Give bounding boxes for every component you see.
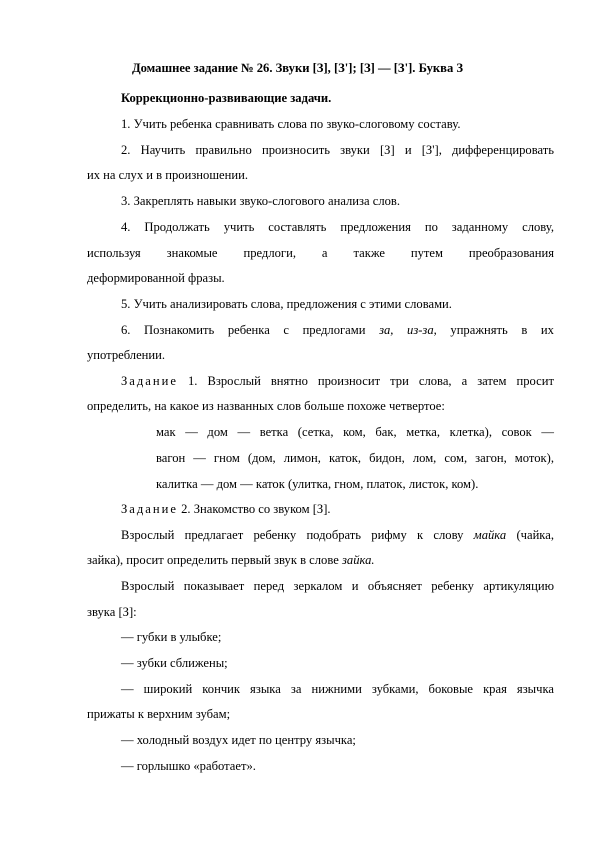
goal-4-line-1: 4. Продолжать учить составлять предложения по заданному слову, [121, 220, 554, 234]
task-2-para-2-line-1: Взрослый показывает перед зеркалом и объясняет ребенку артикуляцию [121, 579, 554, 593]
articulation-item-5: — горлышко «работает». [121, 759, 256, 773]
task-1-line-2: определить, на какое из названных слов больше похоже четвертое: [87, 399, 445, 413]
task-2-label: Задание [121, 502, 178, 516]
articulation-item-2: — зубки сближены; [121, 656, 228, 670]
goal-2-line-2: их на слух и в произношении. [87, 168, 249, 182]
goal-4-line-3: деформированной фразы. [87, 271, 225, 285]
task-1-label: Задание [121, 374, 178, 388]
task-1-line-1: Задание 1. Взрослый внятно произносит три слова, а затем просит [121, 374, 554, 388]
goal-1: 1. Учить ребенка сравнивать слова по звуко-слоговому составу. [121, 117, 461, 131]
goal-2-line-1: 2. Научить правильно произносить звуки [З] и [З'], дифференцировать [121, 143, 554, 157]
articulation-item-1: — губки в улыбке; [121, 630, 222, 644]
word-row-1: мак — дом — ветка (сетка, ком, бак, метка, клетка), совок — [156, 425, 554, 439]
articulation-item-3-line-1: — широкий кончик языка за нижними зубками, боковые края язычка [121, 682, 554, 696]
goal-3: 3. Закреплять навыки звуко-слогового анализа слов. [121, 194, 401, 208]
document-title: Домашнее задание № 26. Звуки [З], [З']; [З] — [З']. Буква З [131, 61, 464, 75]
goal-6-line-1: 6. Познакомить ребенка с предлогами за, из-за, упражнять в их [121, 323, 554, 337]
task-2-para-2-line-2: звука [З]: [87, 605, 137, 619]
word-row-3: калитка — дом — каток (улитка, гном, платок, листок, ком). [156, 477, 479, 491]
word-row-2: вагон — гном (дом, лимон, каток, бидон, лом, сом, загон, моток), [156, 451, 554, 465]
articulation-item-3-line-2: прижаты к верхним зубам; [87, 707, 231, 721]
goal-5: 5. Учить анализировать слова, предложения с этими словами. [121, 297, 452, 311]
tasks-heading: Коррекционно-развивающие задачи. [121, 91, 332, 105]
task-2-heading: Задание 2. Знакомство со звуком [З]. [121, 502, 331, 516]
articulation-item-4: — холодный воздух идет по центру язычка; [121, 733, 356, 747]
goal-4-line-2: используя знакомые предлоги, а также путем преобразования [87, 246, 554, 260]
task-2-para-1-line-2: зайка), просит определить первый звук в слове зайка. [87, 553, 375, 567]
goal-6-line-2: употреблении. [87, 348, 166, 362]
task-2-para-1-line-1: Взрослый предлагает ребенку подобрать рифму к слову майка (чайка, [121, 528, 554, 542]
